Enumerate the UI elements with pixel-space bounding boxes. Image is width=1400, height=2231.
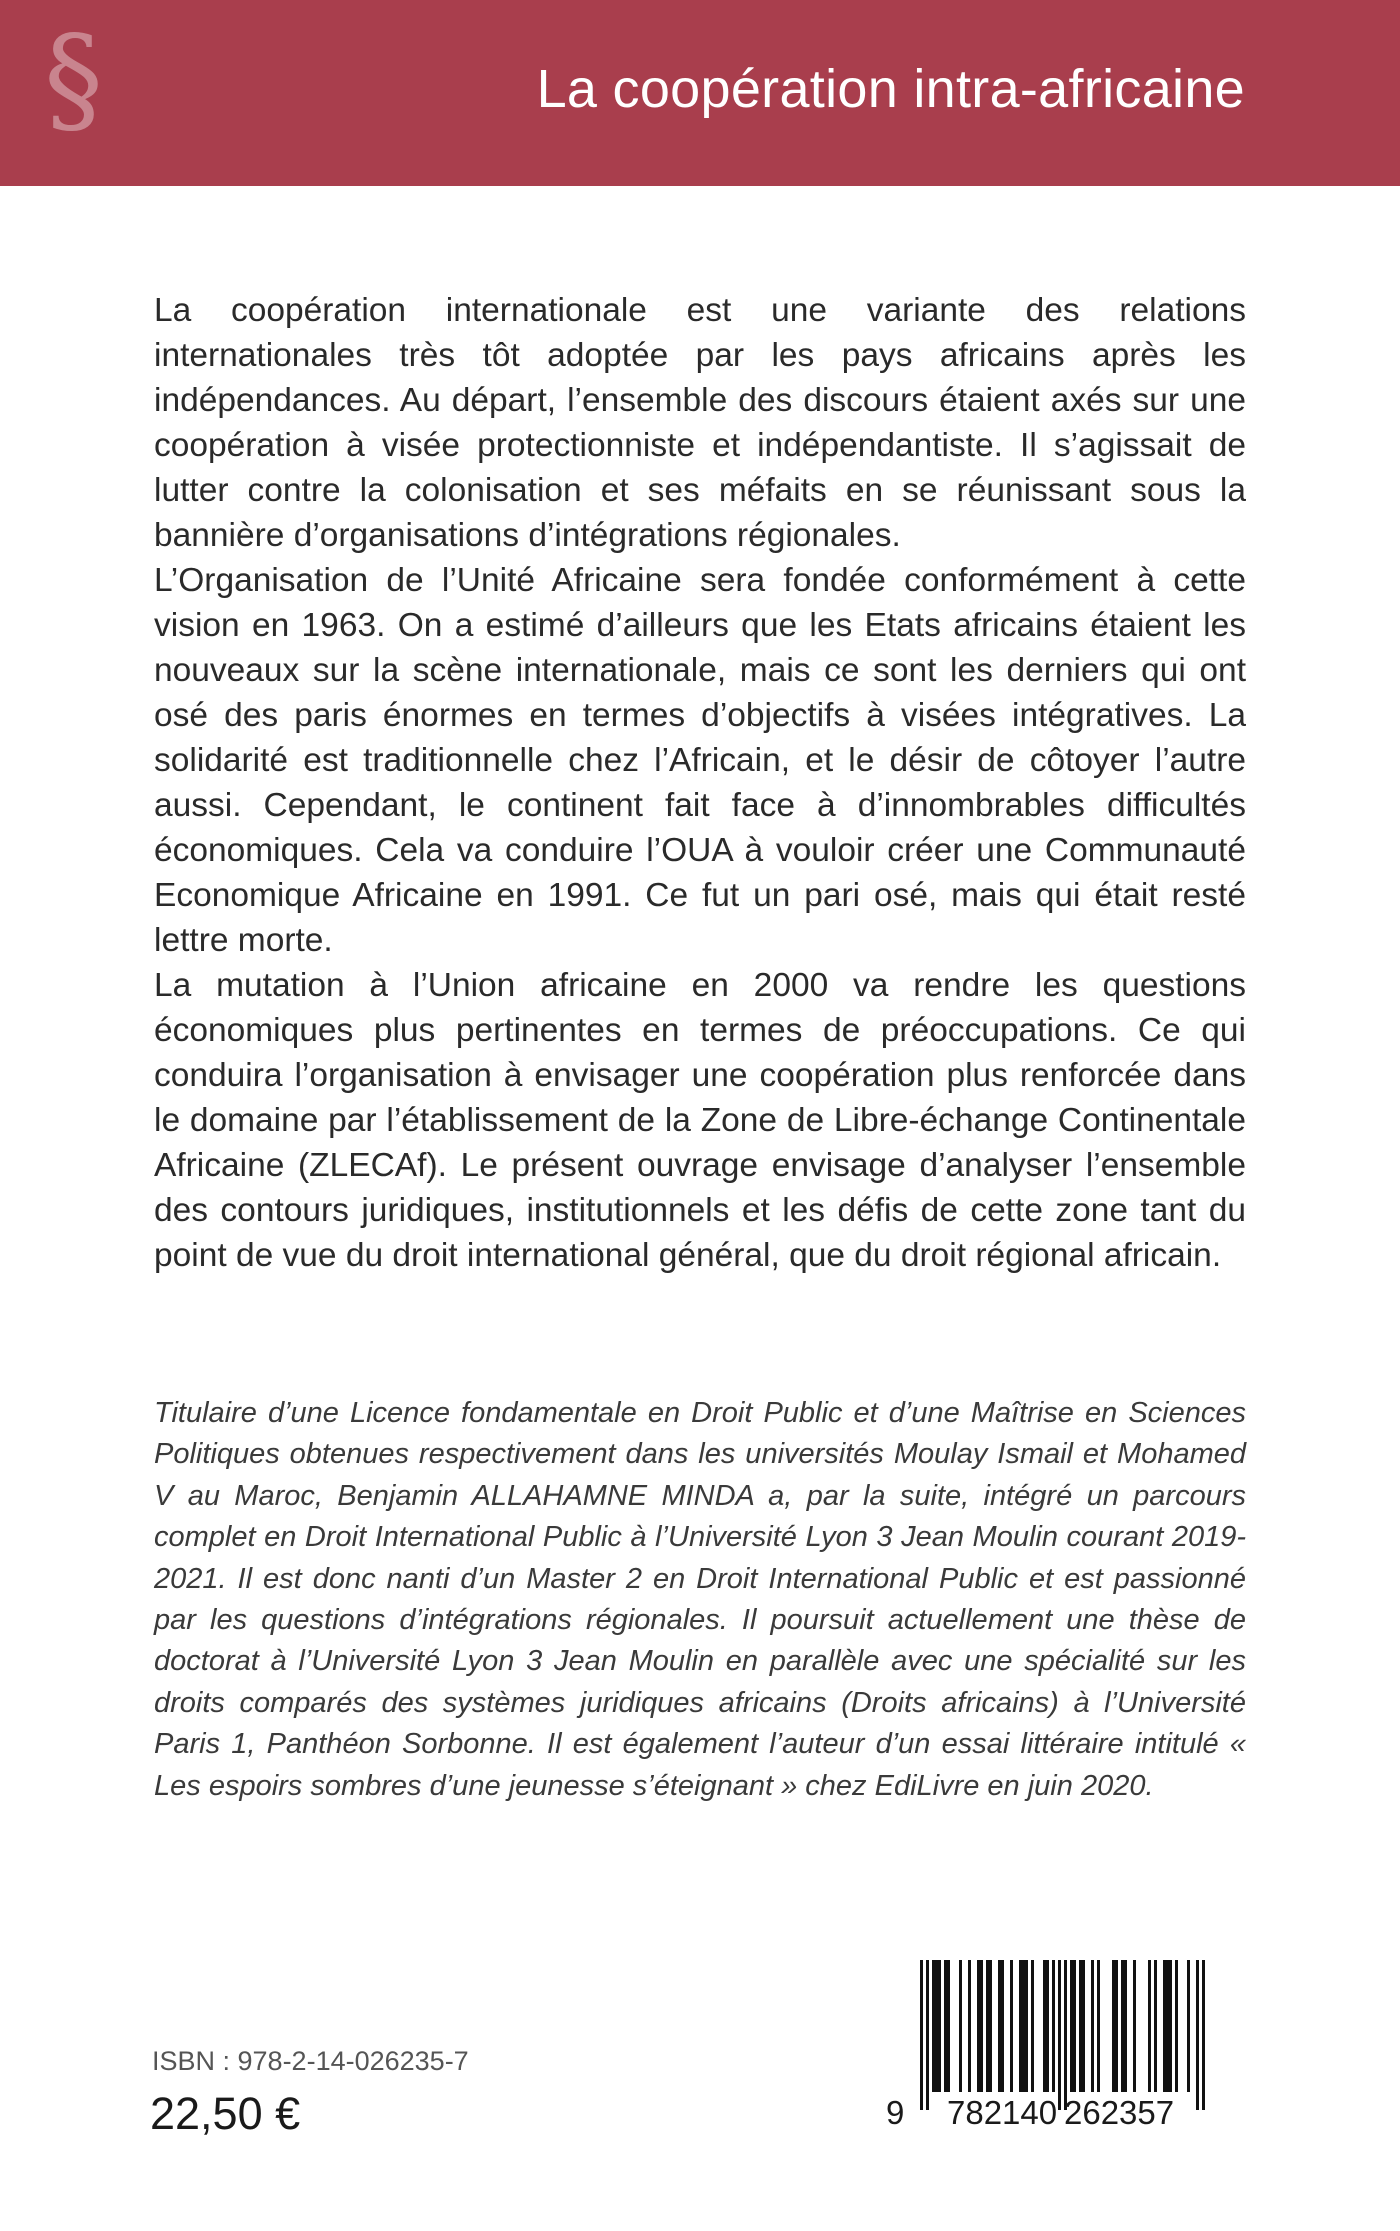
author-bio <box>154 1393 1246 1807</box>
barcode-bar <box>1115 1960 1118 2092</box>
barcode-bar <box>1163 1960 1166 2092</box>
barcode-bar <box>920 1960 923 2110</box>
barcode-bar <box>1022 1960 1025 2092</box>
barcode-bar <box>1169 1960 1172 2092</box>
barcode-bar <box>1133 1960 1136 2092</box>
author-bio-text: Titulaire d’une Licence fondamentale en Droit Public et d’une Maîtrise en Sciences Politiques obtenues respectivement dans les universités Moulay Ismail et Mohamed V au Maroc, Benjamin ALLAHAMNE MINDA a, par la suite, intégré un parcours complet en Droit International Public à l’Université Lyon 3 Jean Moulin courant 2019-2021. Il est donc nanti d’un Master 2 en Droit International Public et est passionné par les questions d’intégrations régionales. Il poursuit actuellement une thèse de doctorat à l’Université Lyon 3 Jean Moulin en parallèle avec une spécialité sur les droits comparés des systèmes juridiques africains (Droits africains) à l’Université Paris 1, Panthéon Sorbonne. Il est également l’auteur d’un essai littéraire intitulé « Les espoirs sombres d’une jeunesse s’éteignant » chez EdiLivre en juin 2020. <box>154 1397 1246 1802</box>
barcode-bar <box>1025 1960 1028 2092</box>
barcode-bar <box>1202 1960 1205 2110</box>
barcode-bar <box>998 1960 1001 2092</box>
header-band <box>0 0 1400 186</box>
barcode-bar <box>1154 1960 1157 2092</box>
barcode-bar <box>968 1960 971 2092</box>
barcode-bar <box>959 1960 962 2092</box>
barcode-bar <box>1091 1960 1094 2092</box>
section-sign-icon: § <box>44 10 103 148</box>
barcode-bar <box>1121 1960 1124 2092</box>
barcode-bar <box>926 1960 929 2110</box>
barcode-bar <box>1112 1960 1115 2092</box>
summary-paragraph: La coopération internationale est une variante des relations internationales très tôt adoptée par les pays africains après les indépendances. Au départ, l’ensemble des discours étaient axés sur une coopération à visée protectionniste et indépendantiste. Il s’agissait de lutter contre la colonisation et ses méfaits en se réunissant sous la bannière d’organisations d’intégrations régionales. <box>154 292 1246 554</box>
barcode-bar <box>977 1960 980 2092</box>
barcode-bars <box>920 1960 1220 2110</box>
summary-paragraph: L’Organisation de l’Unité Africaine sera fondée conformément à cette vision en 1963. On a estimé d’ailleurs que les Etats africains étaient les nouveaux sur la scène internationale, mais ce sont les derniers qui ont osé des paris énormes en termes d’objectifs à visées intégratives. La solidarité est traditionnelle chez l’Africain, et le désir de côtoyer l’autre aussi. Cependant, le continent fait face à d’innombrables difficultés économiques. Cela va conduire l’OUA à vouloir créer une Communauté Economique Africaine en 1991. Ce fut un pari osé, mais qui était resté lettre morte. <box>154 562 1246 959</box>
barcode-bar <box>1058 1960 1061 2110</box>
barcode-bar <box>1166 1960 1169 2092</box>
summary-paragraph: La mutation à l’Union africaine en 2000 va rendre les questions économiques plus pertinentes en termes de préoccupations. Ce qui conduira l’organisation à envisager une coopération plus renforcée dans le domaine par l’établissement de la Zone de Libre-échange Continentale Africaine (ZLECAf). Le présent ouvrage envisage d’analyser l’ensemble des contours juridiques, institutionnels et les défis de cette zone tant du point de vue du droit international général, que du droit régional africain. <box>154 967 1246 1274</box>
barcode-bar <box>1175 1960 1178 2092</box>
barcode-bar <box>1097 1960 1100 2092</box>
barcode-bar <box>1001 1960 1004 2092</box>
book-title: La coopération intra-africaine <box>536 59 1245 119</box>
barcode-right-group: 262357 <box>1064 2094 1175 2131</box>
barcode-bar <box>1148 1960 1151 2092</box>
isbn: ISBN : 978-2-14-026235-7 <box>152 2046 469 2076</box>
barcode-bar <box>1196 1960 1199 2110</box>
barcode-bar <box>1010 1960 1013 2092</box>
barcode-bar <box>938 1960 941 2092</box>
barcode-bar <box>1073 1960 1076 2092</box>
barcode-bar <box>1070 1960 1073 2092</box>
barcode-bar <box>944 1960 947 2092</box>
price: 22,50 € <box>150 2088 301 2139</box>
barcode-bar <box>1031 1960 1034 2092</box>
barcode-left-group: 782140 <box>947 2094 1058 2131</box>
barcode-bar <box>1082 1960 1085 2092</box>
barcode-bar <box>1019 1960 1022 2092</box>
barcode-bar <box>986 1960 989 2092</box>
barcode-bar <box>1064 1960 1067 2110</box>
summary-text <box>154 288 1246 1278</box>
barcode-bar <box>1187 1960 1190 2092</box>
barcode-bar <box>947 1960 950 2092</box>
barcode-bar <box>1124 1960 1127 2092</box>
barcode-bar <box>1046 1960 1049 2092</box>
barcode-bar <box>935 1960 938 2092</box>
barcode-bar <box>1079 1960 1082 2092</box>
barcode <box>880 1960 1235 2142</box>
barcode-bar <box>1052 1960 1055 2092</box>
barcode-bar <box>980 1960 983 2092</box>
barcode-bar <box>989 1960 992 2092</box>
barcode-bar <box>1043 1960 1046 2092</box>
barcode-bar <box>932 1960 935 2092</box>
barcode-first-digit: 9 <box>886 2094 905 2131</box>
